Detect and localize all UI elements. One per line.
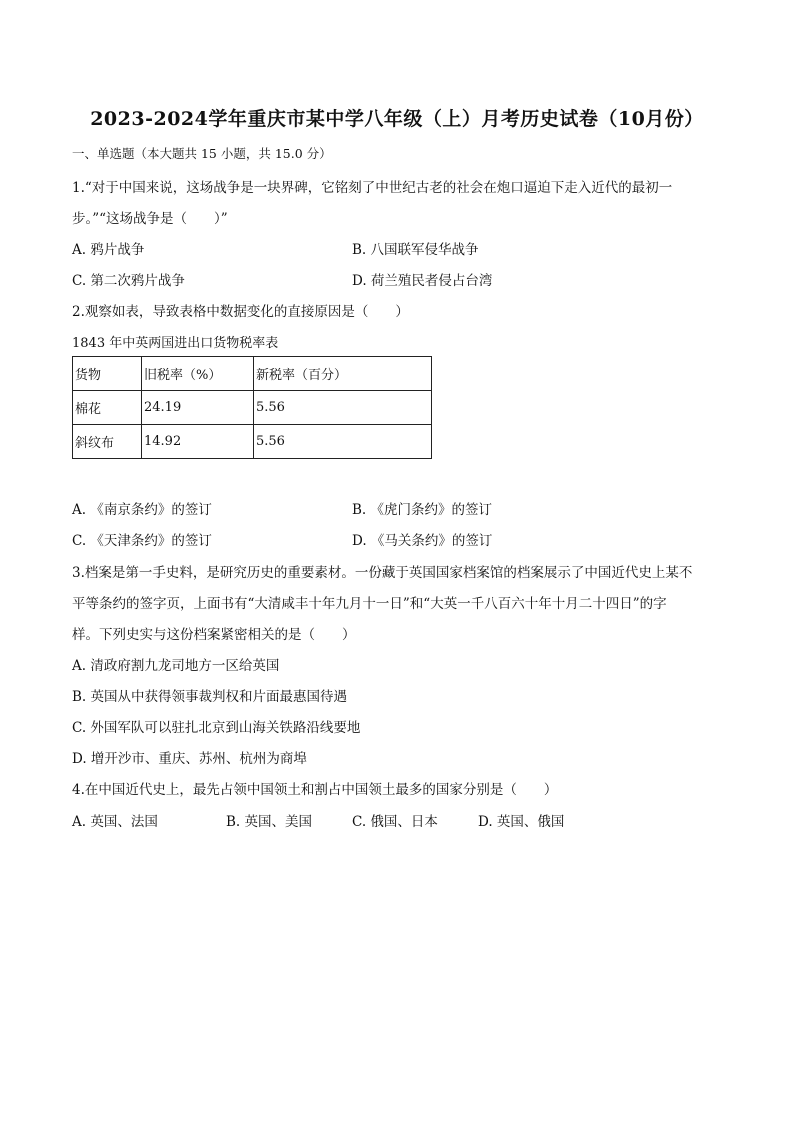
tax-rate-table [72, 356, 432, 459]
q1-option-c: C. 第二次鸦片战争 [72, 273, 185, 289]
q3-stem-line1: 3.档案是第一手史料，是研究历史的重要素材。一份藏于英国国家档案馆的档案展示了中国近代史上某不 [72, 565, 693, 581]
q2-stem: 2.观察如表，导致表格中数据变化的直接原因是（ ） [72, 304, 409, 320]
q3-option-a: A. 清政府割九龙司地方一区给英国 [72, 658, 280, 674]
exam-title: 2023-2024学年重庆市某中学八年级（上）月考历史试卷（10月份） [90, 108, 704, 130]
q4-option-a: A. 英国、法国 [72, 814, 158, 830]
q1-option-a: A. 鸦片战争 [72, 242, 145, 258]
table-header-cell: 新税率（百分） [254, 357, 432, 391]
q4-stem: 4.在中国近代史上，最先占领中国领土和割占中国领土最多的国家分别是（ ） [72, 782, 558, 798]
q4-option-b: B. 英国、美国 [226, 814, 313, 830]
q4-option-c: C. 俄国、日本 [352, 814, 438, 830]
table-cell: 5.56 [254, 391, 432, 425]
q3-stem-line3: 样。下列史实与这份档案紧密相关的是（ ） [72, 627, 356, 643]
table-cell: 14.92 [142, 425, 254, 459]
q1-option-d: D. 荷兰殖民者侵占台湾 [352, 273, 493, 289]
table-row [73, 391, 432, 425]
q2-option-c: C. 《天津条约》的签订 [72, 533, 212, 549]
table-header-row [73, 357, 432, 391]
table-cell: 5.56 [254, 425, 432, 459]
table-cell: 棉花 [73, 391, 142, 425]
table-row [73, 425, 432, 459]
table-cell: 24.19 [142, 391, 254, 425]
section-heading: 一、单选题（本大题共 15 小题，共 15.0 分） [72, 146, 332, 161]
q3-option-d: D. 增开沙市、重庆、苏州、杭州为商埠 [72, 751, 307, 767]
table-header-cell: 货物 [73, 357, 142, 391]
q3-stem-line2: 平等条约的签字页，上面书有“大清咸丰十年九月十一日”和“大英一千八百六十年十月二十四日”的字 [72, 596, 667, 612]
q1-stem-line1: 1.“对于中国来说，这场战争是一块界碑，它铭刻了中世纪古老的社会在炮口逼迫下走入近代的最初一 [72, 180, 673, 196]
q2-option-d: D. 《马关条约》的签订 [352, 533, 493, 549]
table-caption: 1843 年中英两国进出口货物税率表 [72, 336, 279, 351]
table-header-cell: 旧税率（%） [142, 357, 254, 391]
q3-option-c: C. 外国军队可以驻扎北京到山海关铁路沿线要地 [72, 720, 361, 736]
q1-stem-line2: 步。”“这场战争是（ ）” [72, 211, 228, 227]
q4-option-d: D. 英国、俄国 [478, 814, 565, 830]
q2-option-b: B. 《虎门条约》的签订 [352, 502, 493, 518]
q2-option-a: A. 《南京条约》的签订 [72, 502, 212, 518]
q3-option-b: B. 英国从中获得领事裁判权和片面最惠国待遇 [72, 689, 348, 705]
table-cell: 斜纹布 [73, 425, 142, 459]
q1-option-b: B. 八国联军侵华战争 [352, 242, 479, 258]
